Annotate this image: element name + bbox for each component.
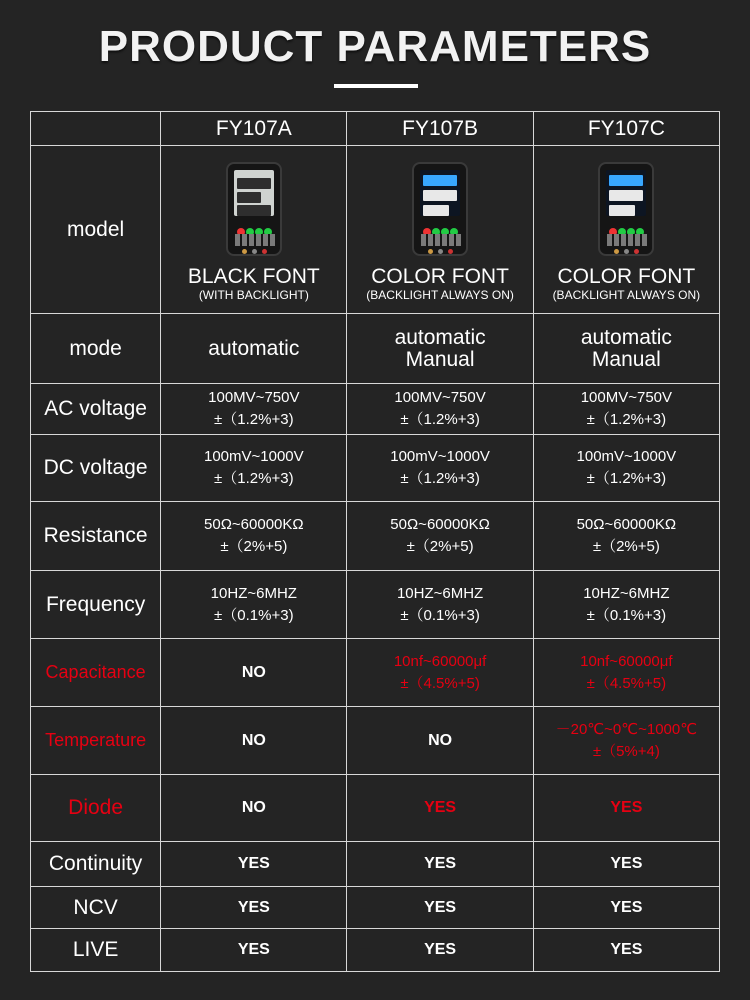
ncv-b-value: YES (424, 898, 457, 916)
res-b-range: 50Ω~60000KΩ (390, 516, 490, 533)
model-b-font: COLOR FONT (371, 264, 509, 288)
freq-b-range: 10HZ~6MHZ (396, 584, 484, 602)
cell-mode-a (161, 314, 347, 384)
freq-a-accuracy: ±（0.1%+3) (214, 606, 294, 624)
model-a-backlight: (WITH BACKLIGHT) (198, 287, 309, 302)
cell-freq-a (161, 571, 347, 639)
row-ac-voltage (31, 384, 720, 435)
freq-c-range: 10HZ~6MHZ (583, 584, 670, 602)
row-resistance (31, 502, 720, 571)
ac-b-range: 100MV~750V (394, 389, 486, 406)
header-row (31, 112, 720, 146)
diode-a-value: NO (241, 799, 266, 817)
cell-cap-a (161, 639, 347, 707)
cell-ac-c (533, 384, 719, 435)
model-a-font: BLACK FONT (187, 264, 320, 288)
live-c-value: YES (610, 941, 643, 959)
live-b-value: YES (424, 941, 457, 959)
cell-dc-b (347, 435, 533, 502)
label-capacitance: Capacitance (31, 639, 161, 707)
cell-ncv-a (161, 887, 347, 929)
row-mode (31, 314, 720, 384)
cell-dc-c (533, 435, 719, 502)
cell-temp-b (347, 707, 533, 775)
cell-cap-b (347, 639, 533, 707)
ac-c-range: 100MV~750V (580, 389, 673, 406)
ac-a-accuracy: ±（1.2%+3) (214, 411, 294, 428)
row-frequency (31, 571, 720, 639)
label-diode: Diode (31, 775, 161, 842)
ac-c-accuracy: ±（1.2%+3) (586, 411, 667, 428)
ac-a-range: 100MV~750V (208, 389, 300, 406)
cell-diode-c (533, 775, 719, 842)
res-b-accuracy: ±（2%+5) (406, 538, 474, 555)
header-fy107a: FY107A (161, 112, 347, 146)
temp-c-range: －20℃~0℃~1000℃ (555, 720, 698, 738)
label-continuity: Continuity (31, 842, 161, 887)
label-mode: mode (31, 314, 161, 384)
row-diode (31, 775, 720, 842)
cell-cont-c (533, 842, 719, 887)
ncv-c-value: YES (610, 898, 643, 916)
cell-diode-b (347, 775, 533, 842)
dc-a-range: 100mV~1000V (203, 448, 304, 465)
header-fy107c: FY107C (533, 112, 719, 146)
res-a-range: 50Ω~60000KΩ (204, 516, 304, 533)
freq-a-range: 10HZ~6MHZ (210, 584, 297, 602)
model-c-backlight: (BACKLIGHT ALWAYS ON) (552, 287, 701, 302)
dc-b-range: 100mV~1000V (390, 448, 490, 465)
row-ncv (31, 887, 720, 929)
row-capacitance (31, 639, 720, 707)
res-c-range: 50Ω~60000KΩ (576, 516, 677, 533)
header-corner (31, 112, 161, 146)
row-continuity (31, 842, 720, 887)
cell-mode-b (347, 314, 533, 384)
diode-b-value: YES (424, 799, 457, 817)
cell-mode-c (533, 314, 719, 384)
cell-model-c (533, 146, 719, 314)
cell-freq-c (533, 571, 719, 639)
label-ac-voltage: AC voltage (31, 384, 161, 435)
mode-b-value-1: automatic (394, 325, 486, 349)
cell-cap-c (533, 639, 719, 707)
label-ncv: NCV (31, 887, 161, 929)
parameters-table (30, 111, 720, 972)
label-live: LIVE (31, 929, 161, 972)
cell-ac-b (347, 384, 533, 435)
mode-c-value-1: automatic (580, 325, 672, 349)
multimeter-icon (598, 162, 654, 256)
cap-b-range: 10nf~60000μf (393, 652, 487, 670)
row-live (31, 929, 720, 972)
label-dc-voltage: DC voltage (31, 435, 161, 502)
header-fy107b: FY107B (347, 112, 533, 146)
model-b-backlight: (BACKLIGHT ALWAYS ON) (366, 287, 514, 302)
cont-a-value: YES (237, 855, 270, 873)
dc-b-accuracy: ±（1.2%+3) (400, 470, 480, 487)
live-a-value: YES (237, 941, 270, 959)
cap-a-value: NO (241, 663, 266, 681)
cell-res-a (161, 502, 347, 571)
cell-live-c (533, 929, 719, 972)
temp-a-value: NO (241, 731, 266, 749)
label-temperature: Temperature (31, 707, 161, 775)
cell-temp-c (533, 707, 719, 775)
dc-a-accuracy: ±（1.2%+3) (214, 470, 294, 487)
multimeter-icon (412, 162, 468, 256)
temp-c-accuracy: ±（5%+4) (592, 742, 660, 760)
cell-cont-b (347, 842, 533, 887)
label-resistance: Resistance (31, 502, 161, 571)
mode-b-value-2: Manual (405, 347, 475, 371)
cell-model-a (161, 146, 347, 314)
cell-diode-a (161, 775, 347, 842)
ncv-a-value: YES (237, 898, 270, 916)
cap-c-range: 10nf~60000μf (580, 652, 673, 670)
row-temperature (31, 707, 720, 775)
dc-c-accuracy: ±（1.2%+3) (586, 470, 667, 487)
multimeter-icon (226, 162, 282, 256)
cell-model-b (347, 146, 533, 314)
dc-c-range: 100mV~1000V (576, 448, 677, 465)
label-model: model (31, 146, 161, 314)
temp-b-value: NO (428, 731, 453, 749)
cell-live-a (161, 929, 347, 972)
row-model (31, 146, 720, 314)
res-a-accuracy: ±（2%+5) (220, 538, 288, 555)
cell-cont-a (161, 842, 347, 887)
cap-b-accuracy: ±（4.5%+5) (400, 674, 480, 692)
freq-b-accuracy: ±（0.1%+3) (400, 606, 480, 624)
cell-temp-a (161, 707, 347, 775)
cell-res-c (533, 502, 719, 571)
cell-ncv-b (347, 887, 533, 929)
row-dc-voltage (31, 435, 720, 502)
res-c-accuracy: ±（2%+5) (592, 538, 660, 555)
cont-b-value: YES (424, 855, 457, 873)
cell-dc-a (161, 435, 347, 502)
mode-c-value-2: Manual (591, 347, 661, 371)
page-title: PRODUCT PARAMETERS (98, 22, 652, 71)
cell-live-b (347, 929, 533, 972)
cap-c-accuracy: ±（4.5%+5) (586, 674, 667, 692)
freq-c-accuracy: ±（0.1%+3) (586, 606, 667, 624)
label-frequency: Frequency (31, 571, 161, 639)
cell-ncv-c (533, 887, 719, 929)
ac-b-accuracy: ±（1.2%+3) (400, 411, 480, 428)
cell-res-b (347, 502, 533, 571)
model-c-font: COLOR FONT (557, 264, 696, 288)
cell-ac-a (161, 384, 347, 435)
cont-c-value: YES (610, 855, 643, 873)
cell-freq-b (347, 571, 533, 639)
mode-a-value: automatic (208, 336, 300, 360)
diode-c-value: YES (610, 799, 643, 817)
title-underline (334, 84, 418, 88)
